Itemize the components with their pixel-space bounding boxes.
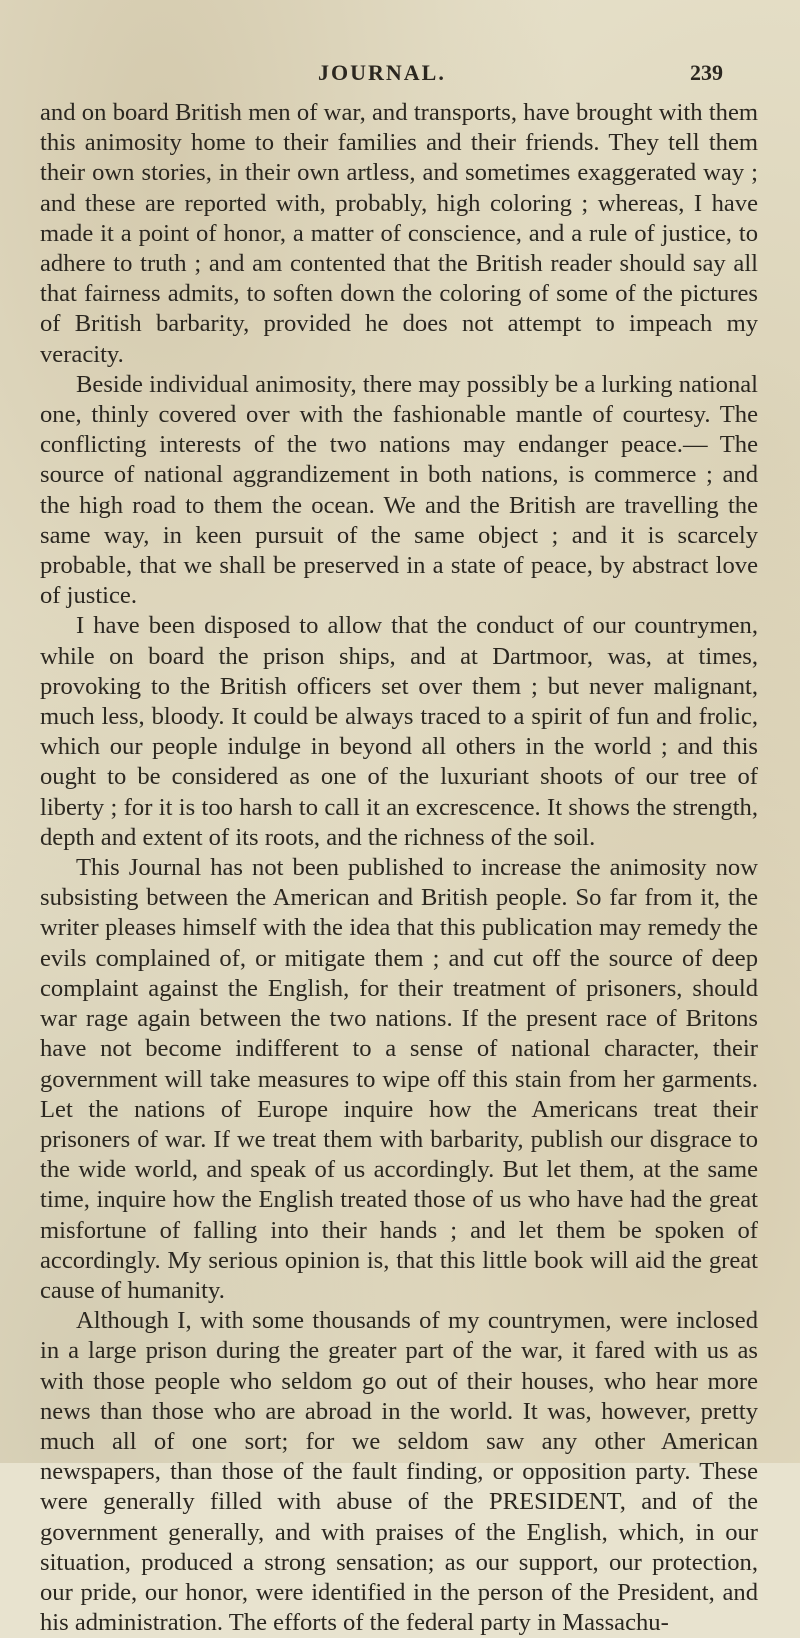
paragraph: Beside individual animosity, there may possibly be a lurking national one, thinly covered over with the fashionable mantle of courtesy. The conflicting interests of the two nations may endanger peace.— The source of national aggrandizement in both nations, is commerce ; and the high road to them the ocean. We and the British are travelling the same way, in keen pursuit of the same object ; and it is scarcely probable, that we shall be preserved in a state of peace, by abstract love of justice.	[40, 370, 758, 610]
running-head: JOURNAL.	[318, 60, 446, 85]
body-text	[40, 98, 758, 1638]
page-number: 239	[690, 60, 723, 85]
paragraph: and on board British men of war, and transports, have brought with them this animosity home to their families and their friends. They tell them their own stories, in their own artless, and sometimes exaggerated way ; and these are reported with, probably, high coloring ; whereas, I have made it a point of honor, a matter of conscience, and a rule of justice, to adhere to truth ; and am contented that the British reader should say all that fairness admits, to soften down the coloring of some of the pictures of British barbarity, provided he does not attempt to impeach my veracity.	[40, 99, 758, 368]
paragraph: Although I, with some thousands of my countrymen, were inclosed in a large prison during the greater part of the war, it fared with us as with those people who seldom go out of their houses, who hear more news than those who are abroad in the world. It was, however, pretty much all of one sort; for we seldom saw any other American newspapers, than those of the fault finding, or opposition party. These were generally filled with abuse of the PRESIDENT, and of the government generally, and with praises of the English, which, in our situation, produced a strong sensation; as our support, our protection, our pride, our honor, were identified in the person of the President, and his administration. The efforts of the federal party in Massachu-	[40, 1307, 758, 1637]
paragraph: This Journal has not been published to increase the animosity now subsisting between the American and British people. So far from it, the writer pleases himself with the idea that this publication may remedy the evils complained of, or mitigate them ; and cut off the source of deep complaint against the English, for their treatment of prisoners, should war rage again between the two nations. If the present race of Britons have not become indifferent to a sense of national character, their government will take measures to wipe off this stain from her garments. Let the nations of Europe inquire how the Americans treat their prisoners of war. If we treat them with barbarity, publish our disgrace to the wide world, and speak of us accordingly. But let them, at the same time, inquire how the English treated those of us who have had the great misfortune of falling into their hands ; and let them be spoken of accordingly. My serious opinion is, that this little book will aid the great cause of humanity.	[40, 854, 758, 1304]
paragraph: I have been disposed to allow that the conduct of our countrymen, while on board the prison ships, and at Dartmoor, was, at times, provoking to the British officers set over them ; but never malignant, much less, bloody. It could be always traced to a spirit of fun and frolic, which our people indulge in beyond all others in the world ; and this ought to be considered as one of the luxuriant shoots of our tree of liberty ; for it is too harsh to call it an excrescence. It shows the strength, depth and extent of its roots, and the richness of the soil.	[40, 612, 758, 851]
page-header	[0, 60, 800, 100]
